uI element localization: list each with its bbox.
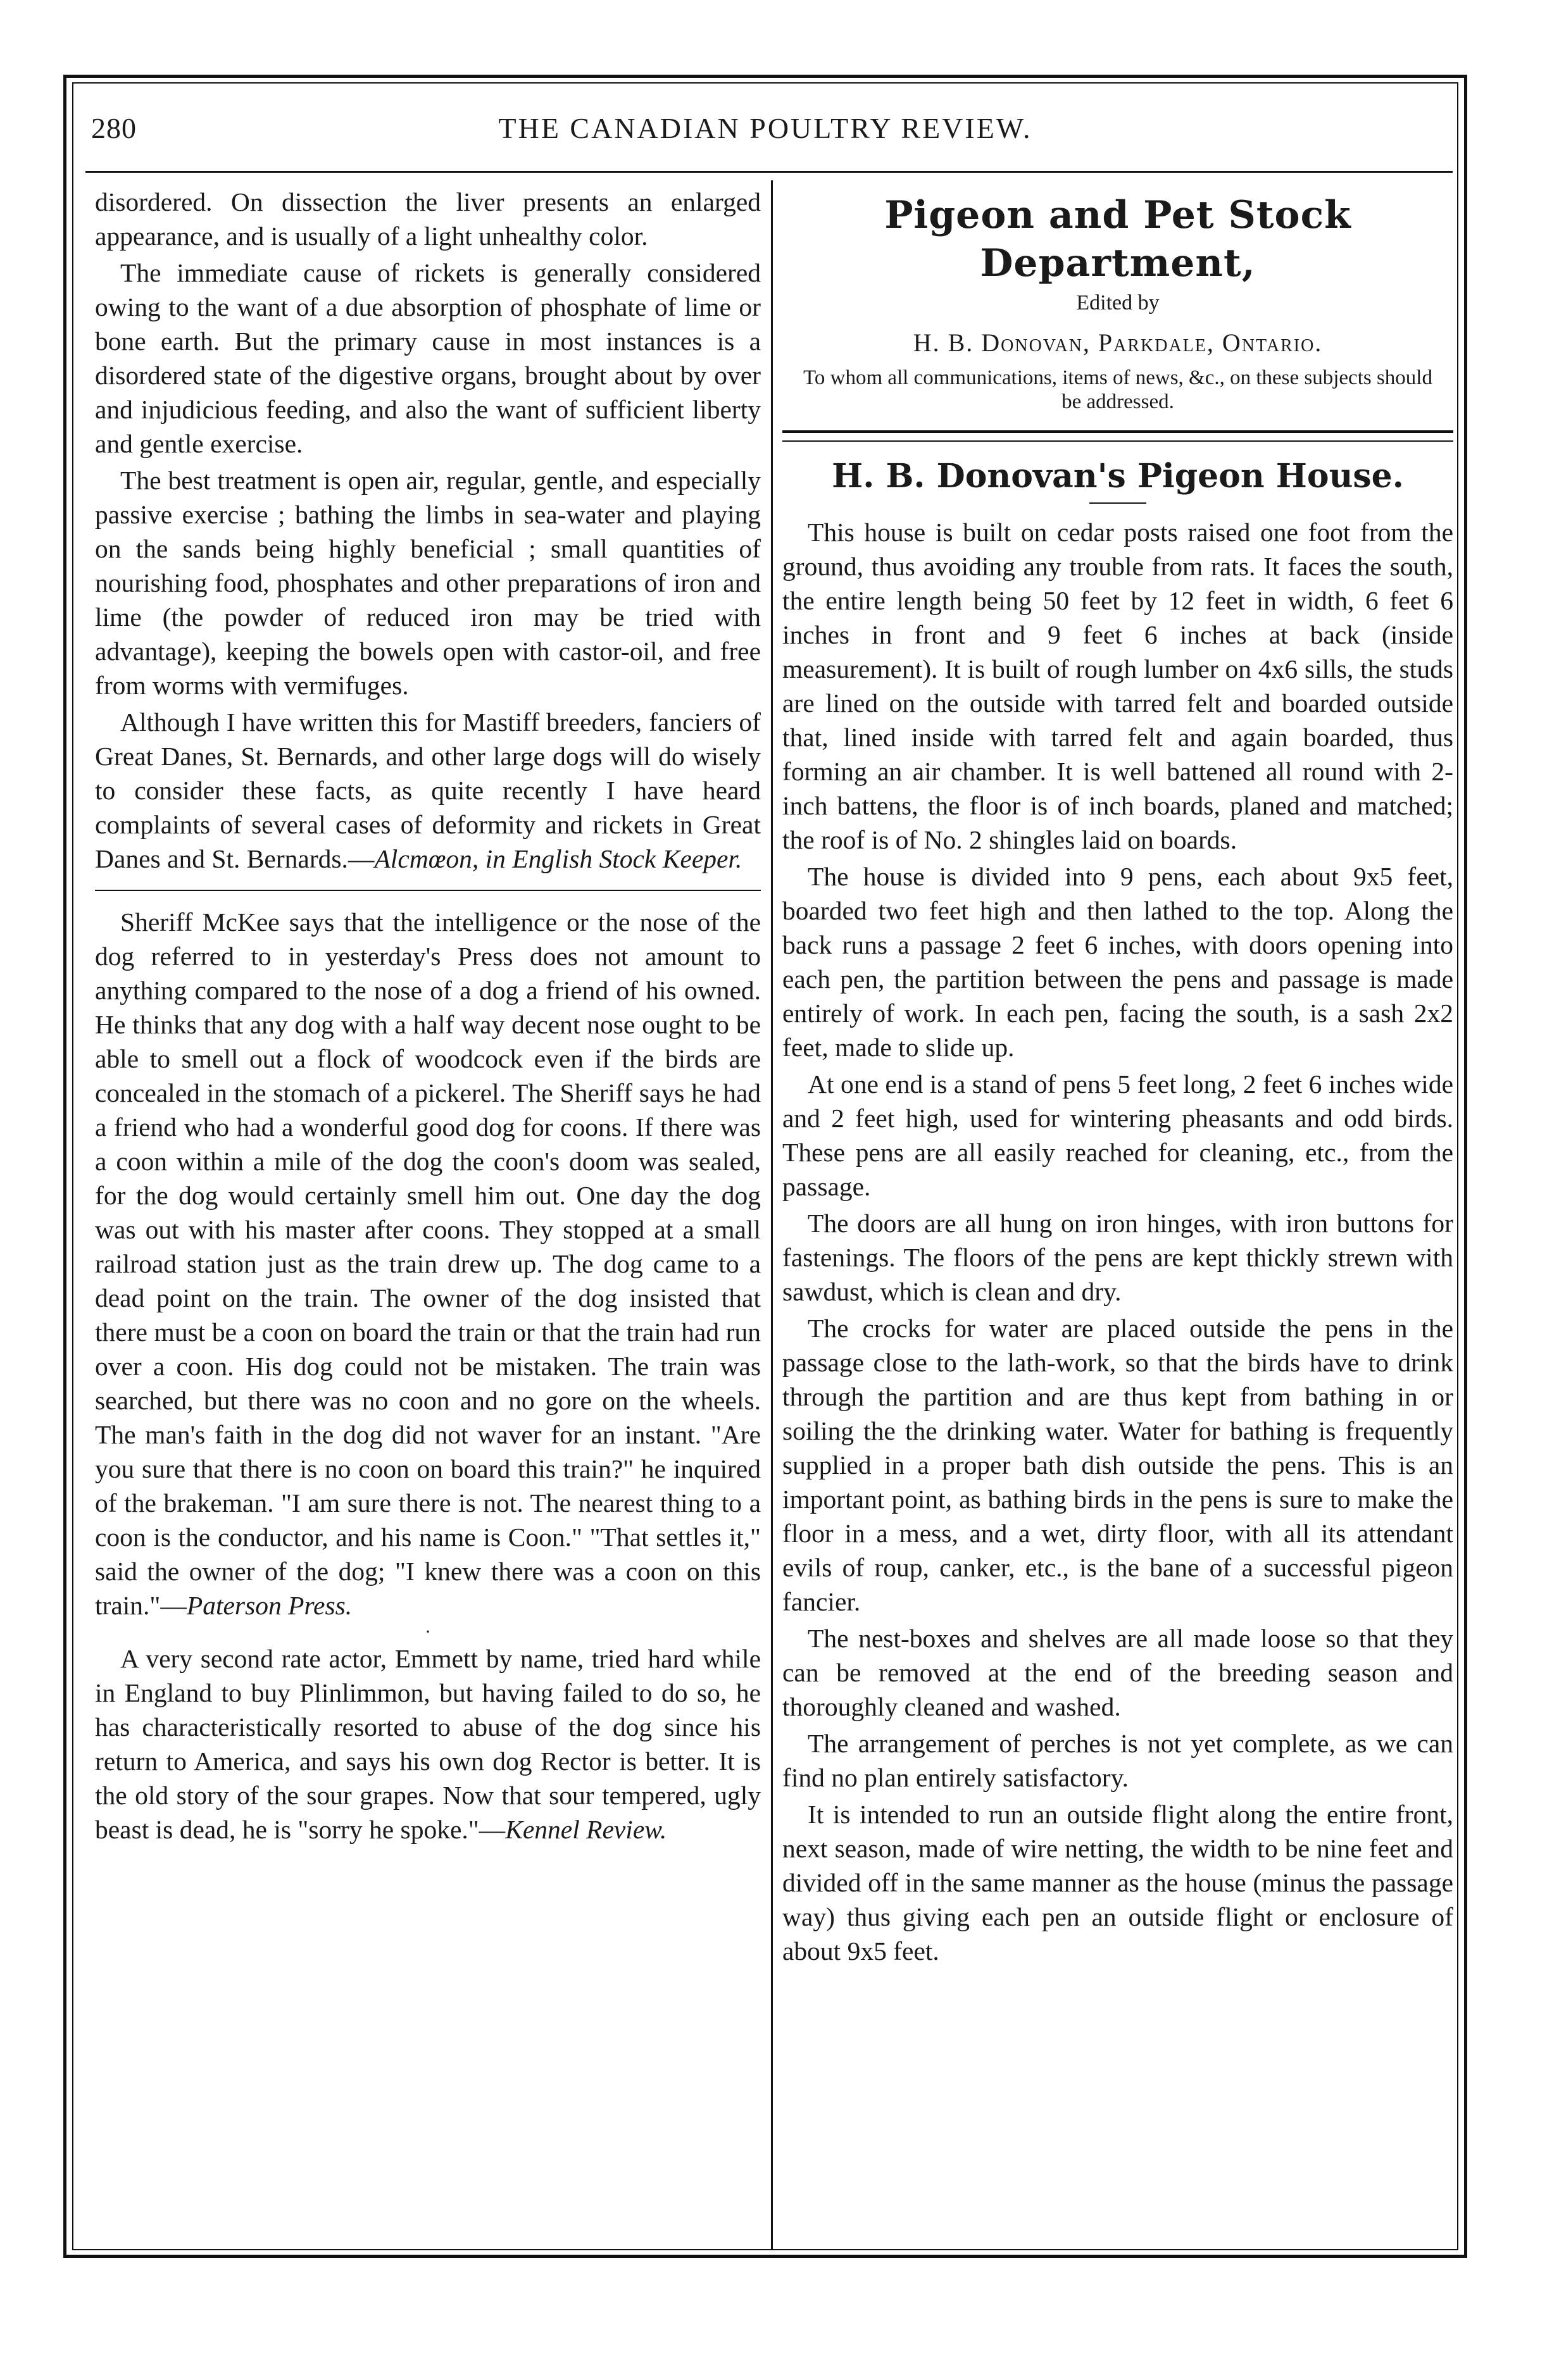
- paragraph: [95, 905, 761, 1623]
- left-column: [95, 185, 761, 1847]
- header-rule: [85, 171, 1453, 173]
- article-heading: H. B. Donovan's Pigeon House.: [832, 457, 1404, 495]
- section-divider: [95, 890, 761, 891]
- paragraph: The house is divided into 9 pens, each about 9x5 feet, boarded two feet high and then lathed to the top. Along the back runs a passage 2 feet 6 inches, with doors opening into each pen, the partition between the pens and passage is made entirely of work. In each pen, facing the south, is a sash 2x2 feet, made to slide up.: [782, 862, 1453, 1062]
- attribution: Paterson Press.: [186, 1591, 353, 1620]
- article-emmett: [95, 1642, 761, 1847]
- paragraph: The arrangement of perches is not yet complete, as we can find no plan entirely satisfactory.: [782, 1729, 1453, 1792]
- paragraph: The doors are all hung on iron hinges, with iron buttons for fastenings. The floors of the pens are kept thickly strewn with sawdust, which is clean and dry.: [782, 1209, 1453, 1306]
- paragraph-text: Although I have written this for Mastiff breeders, fanciers of Great Danes, St. Bernards, and other large dogs will do wisely to consider these facts, as quite recently I have heard complaints of several cases of deformity and rickets in Great Danes and St. Bernards.—: [95, 707, 761, 873]
- paragraph: [95, 1642, 761, 1847]
- paragraph: The immediate cause of rickets is generally considered owing to the want of a due absorption of phosphate of lime or bone earth. But the primary cause in most instances is a disordered state of the digestive organs, brought about by over and injudicious feeding, and also the want of sufficient liberty and gentle exercise.: [95, 258, 761, 458]
- paragraph: disordered. On dissection the liver presents an enlarged appearance, and is usually of a light unhealthy color.: [95, 187, 761, 251]
- paragraph: The nest-boxes and shelves are all made loose so that they can be removed at the end of the breeding season and thoroughly cleaned and washed.: [782, 1624, 1453, 1721]
- double-rule: [782, 430, 1453, 442]
- correspondence-note: To whom all communications, items of news, &c., on these subjects should be addressed.: [803, 366, 1432, 413]
- page-number: 280: [91, 112, 137, 144]
- article-rickets: [95, 185, 761, 876]
- department-title: Pigeon and Pet Stock Department,: [884, 193, 1351, 285]
- paragraph: The crocks for water are placed outside the pens in the passage close to the lath-work, so that the birds have to drink through the partition and are thus kept from bathing in or soiling the the drinking water. Water for bathing is frequently supplied in a proper bath dish outside the pens. This is an important point, as bathing birds in the pens is sure to make the floor in a mess, and a wet, dirty floor, with all its attendant evils of roup, canker, etc., is the bane of a successful pigeon fancier.: [782, 1314, 1453, 1616]
- right-column: [782, 185, 1453, 1968]
- attribution: Kennel Review.: [505, 1815, 667, 1844]
- page-header: [72, 111, 1458, 162]
- paragraph-text: A very second rate actor, Emmett by name, tried hard while in England to buy Plinlimmon, but having failed to do so, he has characteristically resorted to abuse of the dog since his return to America, and says his own dog Rector is better. It is the old story of the sour grapes. Now that sour tempered, ugly beast is dead, he is "sorry he spoke."—: [95, 1644, 761, 1844]
- paragraph: At one end is a stand of pens 5 feet long, 2 feet 6 inches wide and 2 feet high, used for wintering pheasants and odd birds. These pens are all easily reached for cleaning, etc., from the passage.: [782, 1069, 1453, 1201]
- running-title: THE CANADIAN POULTRY REVIEW.: [498, 112, 1032, 144]
- separator-mark: ·: [425, 1621, 431, 1642]
- paragraph: The best treatment is open air, regular, gentle, and especially passive exercise ; bathing the limbs in sea-water and playing on the sands being highly beneficial ; small quantities of nourishing food, phosphates and other preparations of iron and lime (the powder of reduced iron may be tried with advantage), keeping the bowels open with castor-oil, and free from worms with vermifuges.: [95, 466, 761, 700]
- paragraph-text: Sheriff McKee says that the intelligence or the nose of the dog referred to in yesterday's Press does not amount to anything compared to the nose of a dog a friend of his owned. He thinks that any dog with a half way decent nose ought to be able to smell out a flock of woodcock even if the birds are concealed in the stomach of a pickerel. The Sheriff says he had a friend who had a wonderful good dog for coons. If there was a coon within a mile of the dog the coon's doom was sealed, for the dog would certainly smell him out. One day the dog was out with his master after coons. They stopped at a small railroad station just as the train drew up. The dog came to a dead point on the train. The owner of the dog insisted that there must be a coon on board the train or that the train had run over a coon. His dog could not be mistaken. The train was searched, but there was no coon and no gore on the wheels. The man's faith in the dog did not waver for an instant. "Are you sure that there is no coon on board this train?" he inquired of the brakeman. "I am sure there is not. The nearest thing to a coon is the conductor, and his name is Coon." "That settles it," said the owner of the dog; "I knew there was a coon on this train."—: [95, 907, 761, 1620]
- attribution: Alcmœon, in English Stock Keeper.: [374, 844, 742, 873]
- editor-name: H. B. Donovan, Parkdale, Ontario.: [913, 328, 1323, 357]
- article-sheriff-mckee: [95, 905, 761, 1623]
- edited-by-label: Edited by: [1076, 291, 1160, 315]
- heading-rule: [1089, 502, 1146, 504]
- paragraph: This house is built on cedar posts raised one foot from the ground, thus avoiding any trouble from rats. It faces the south, the entire length being 50 feet by 12 feet in width, 6 feet 6 inches in front and 9 feet 6 inches at back (inside measurement). It is built of rough lumber on 4x6 sills, the studs are lined on the outside with tarred felt and boarded outside that, lined inside with tarred felt and again boarded, thus forming an air chamber. It is well battened all round with 2-inch battens, the floor is of inch boards, planed and matched; the roof is of No. 2 shingles laid on boards.: [782, 518, 1453, 854]
- column-divider: [771, 180, 773, 2250]
- paragraph: [95, 705, 761, 876]
- paragraph: It is intended to run an outside flight along the entire front, next season, made of wire netting, the width to be nine feet and divided off in the same manner as the house (minus the passage way) thus giving each pen an outside flight or enclosure of about 9x5 feet.: [782, 1800, 1453, 1966]
